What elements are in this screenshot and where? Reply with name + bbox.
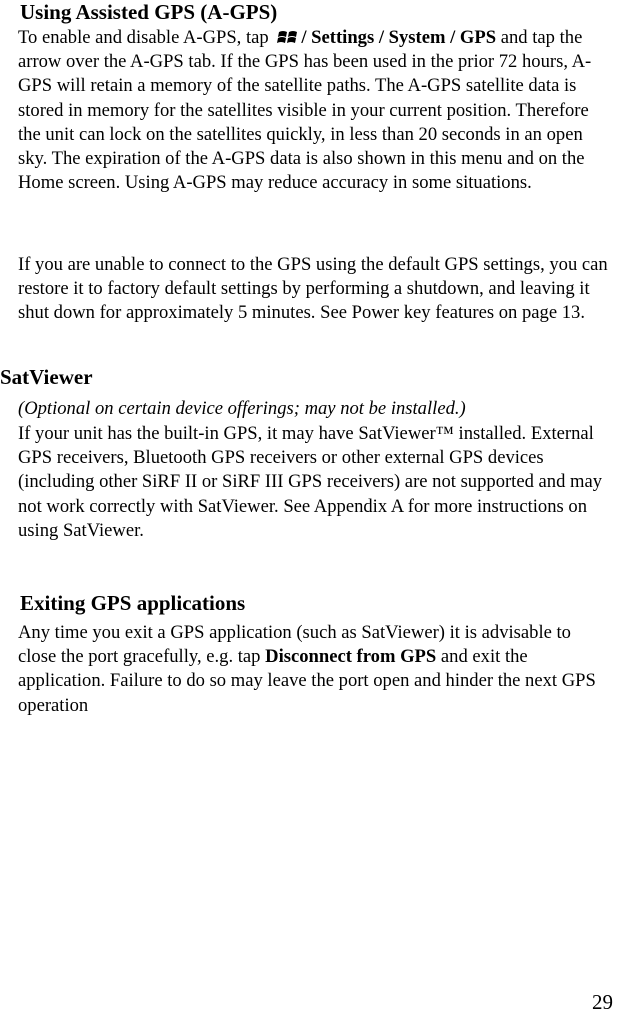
exiting-heading: Exiting GPS applications [20, 591, 246, 615]
exiting-paragraph: Any time you exit a GPS application (such as SatViewer) it is advisable to close the port gracefully, e.g. tap Disconnect from GPS and exit the application. Failure to do so may leave the port open and hinder the next GPS operation [18, 622, 596, 716]
agps-heading: Using Assisted GPS (A-GPS) [20, 0, 278, 24]
agps-paragraph-1: To enable and disable A-GPS, tap / Settings / System / GPS and tap the arrow over the A-GPS tab. If the GPS has been used in the prior 72 hours, A-GPS will retain a memory of the satellite paths. The A-GPS satellite data is stored in memory for the satellites visible in your current position. Therefore the unit can lock on the satellites quickly, in less than 20 seconds in an open sky. The expiration of the A-GPS data is also shown in this menu and on the Home screen. Using A-GPS may reduce accuracy in some situations. [18, 27, 592, 194]
satviewer-heading: SatViewer [0, 365, 93, 389]
satviewer-body: If your unit has the built-in GPS, it may have SatViewer™ installed. External GPS receivers, Bluetooth GPS receivers or other external GPS devices (including other SiRF II or SiRF III GPS receivers) are not supported and may not work correctly with SatViewer. See Appendix A for more instructions on using SatViewer. [18, 423, 603, 541]
disconnect-from-gps-label: Disconnect from GPS [265, 646, 437, 668]
settings-path: / Settings / System / GPS [301, 27, 497, 48]
satviewer-note: (Optional on certain device offerings; may not be installed.) [18, 398, 466, 419]
page-number: 29 [592, 990, 613, 1014]
agps-paragraph-2: If you are unable to connect to the GPS using the default GPS settings, you can restore it to factory default settings by performing a shutdown, and leaving it shut down for approximately 5 minutes. See Power key features on page 13. [18, 254, 608, 324]
windows-start-icon [277, 28, 299, 46]
